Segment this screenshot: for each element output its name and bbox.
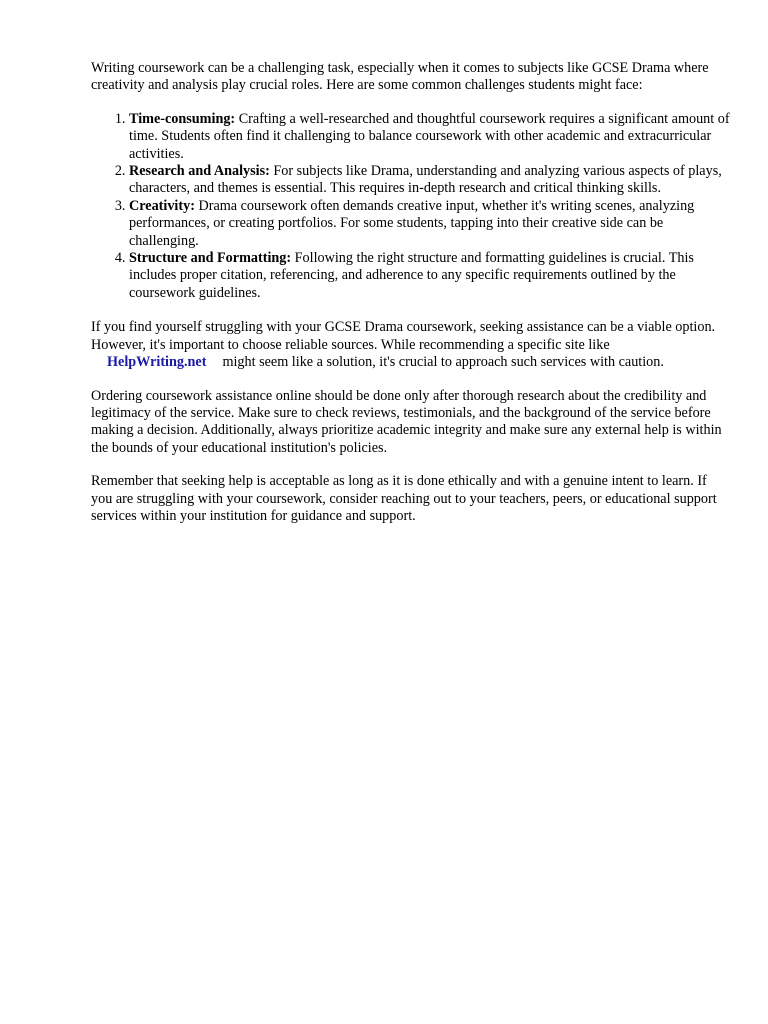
list-item [129,250,731,302]
list-item [129,111,731,163]
list-item-text: Drama coursework often demands creative input, whether it's writing scenes, analyzing performances, or creating portfolios. For some students, tapping into their creative side can be challenging. [129,197,695,249]
assistance-text-before: If you find yourself struggling with your GCSE Drama coursework, seeking assistance can be a viable option. However, it's important to choose reliable sources. While recommending a specific site like [91,319,716,353]
list-item-text: For subjects like Drama, understanding and analyzing various aspects of plays, characters, and themes is essential. This requires in-depth research and critical thinking skills. [129,163,722,197]
list-item-term: Creativity: [129,197,195,214]
document-page [91,60,731,541]
list-item-text: Following the right structure and formatting guidelines is crucial. This includes proper citation, referencing, and adherence to any specific requirements outlined by the coursework guidelines. [129,250,694,301]
intro-paragraph: Writing coursework can be a challenging task, especially when it comes to subjects like GCSE Drama where creativity and analysis play crucial roles. Here are some common challenges students might face: [91,60,709,94]
list-item-term: Time-consuming: [129,110,236,127]
list-item [129,198,731,250]
list-item-text: Crafting a well-researched and thoughtful coursework requires a significant amount of time. Students often find it challenging to balance coursework with other academic and extracurricular activities. [129,110,730,162]
list-item [129,163,731,198]
helpwriting-link[interactable]: HelpWriting.net [107,354,207,371]
list-item-term: Structure and Formatting: [129,250,292,267]
list-item-term: Research and Analysis: [129,163,270,180]
closing-paragraph: Remember that seeking help is acceptable as long as it is done ethically and with a genuine intent to learn. If you are struggling with your coursework, consider reaching out to your teachers, peers, or educational support services within your institution for guidance and support. [91,473,717,524]
challenges-list [91,111,731,302]
assistance-paragraph [91,319,731,371]
assistance-text-after: might seem like a solution, it's crucial to approach such services with caution. [222,354,664,371]
ordering-paragraph: Ordering coursework assistance online should be done only after thorough research about the credibility and legitimacy of the service. Make sure to check reviews, testimonials, and the background of the service before making a decision. Additionally, always prioritize academic integrity and make sure any external help is within the bounds of your educational institution's policies. [91,387,722,456]
